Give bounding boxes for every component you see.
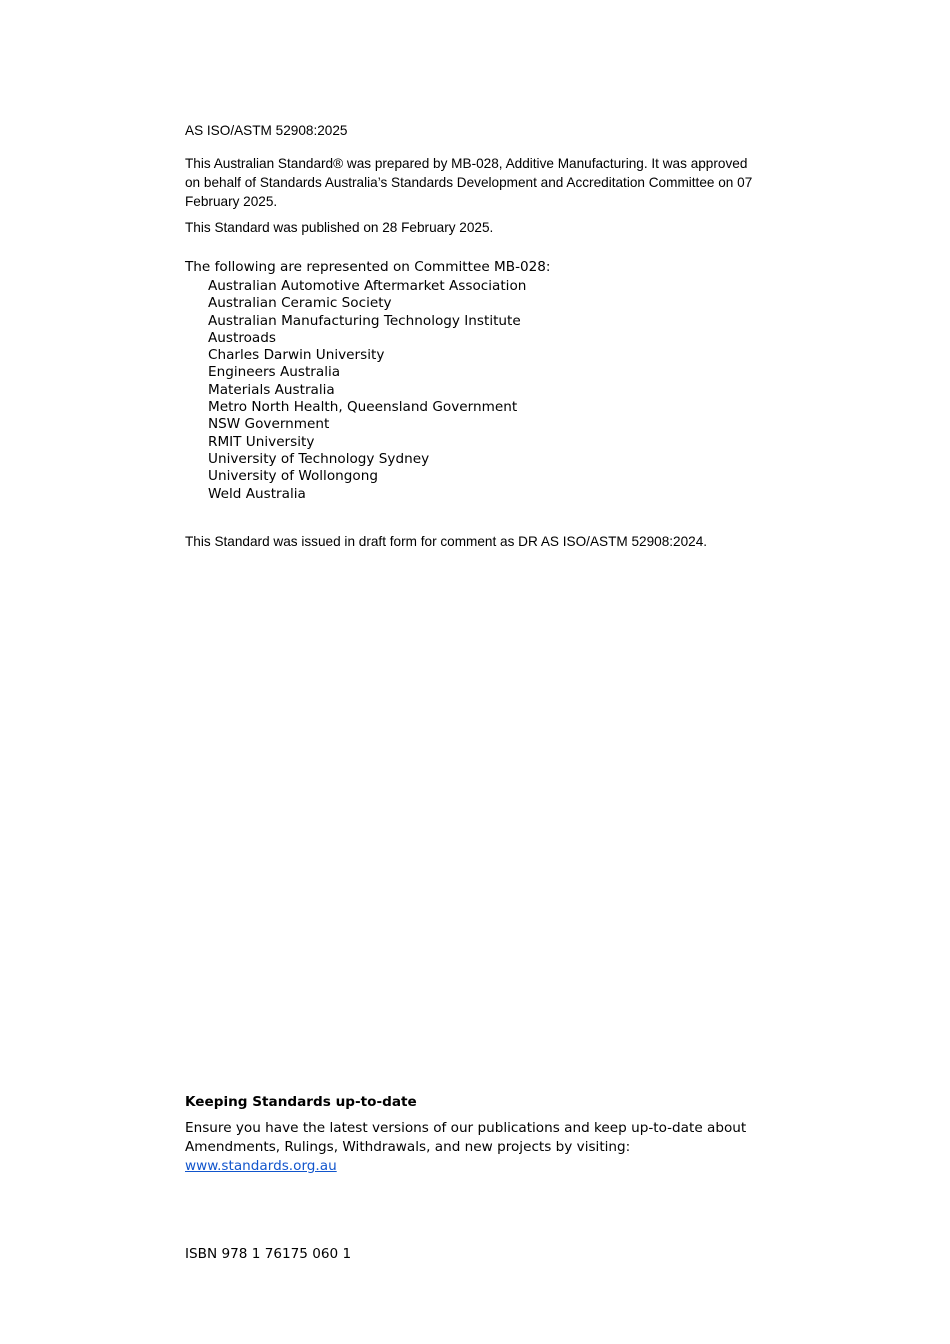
committee-member: NSW Government — [208, 416, 330, 433]
committee-member: Australian Ceramic Society — [208, 295, 392, 312]
document-identifier: AS ISO/ASTM 52908:2025 — [185, 123, 348, 138]
committee-member-list — [208, 278, 526, 503]
committee-member: Weld Australia — [208, 485, 306, 502]
keeping-up-to-date-body: Ensure you have the latest versions of our publications and keep up-to-date about Amendments, Rulings, Withdrawals, and new projects by visiting: — [185, 1120, 747, 1155]
preparation-statement: This Australian Standard® was prepared by MB-028, Additive Manufacturing. It was approved on behalf of Standards Australia’s Standards Development and Accreditation Committee on 07 February 2025. — [185, 156, 753, 209]
committee-member: Charles Darwin University — [208, 347, 385, 364]
committee-member: University of Wollongong — [208, 468, 378, 485]
publication-date-statement: This Standard was published on 28 February 2025. — [185, 220, 494, 235]
draft-note: This Standard was issued in draft form for comment as DR AS ISO/ASTM 52908:2024. — [185, 534, 708, 549]
committee-member: University of Technology Sydney — [208, 450, 430, 467]
committee-member: Engineers Australia — [208, 364, 341, 381]
keeping-up-to-date-heading: Keeping Standards up-to-date — [185, 1094, 417, 1110]
committee-member: Australian Automotive Aftermarket Association — [208, 278, 527, 294]
standards-website-link[interactable]: www.standards.org.au — [185, 1158, 337, 1174]
isbn: ISBN 978 1 76175 060 1 — [185, 1246, 352, 1262]
committee-intro: The following are represented on Committee MB-028: — [185, 259, 551, 275]
committee-member: RMIT University — [208, 433, 315, 450]
committee-member: Materials Australia — [208, 381, 335, 398]
committee-member: Metro North Health, Queensland Government — [208, 399, 518, 416]
committee-member: Australian Manufacturing Technology Institute — [208, 312, 521, 329]
committee-member: Austroads — [208, 329, 276, 346]
